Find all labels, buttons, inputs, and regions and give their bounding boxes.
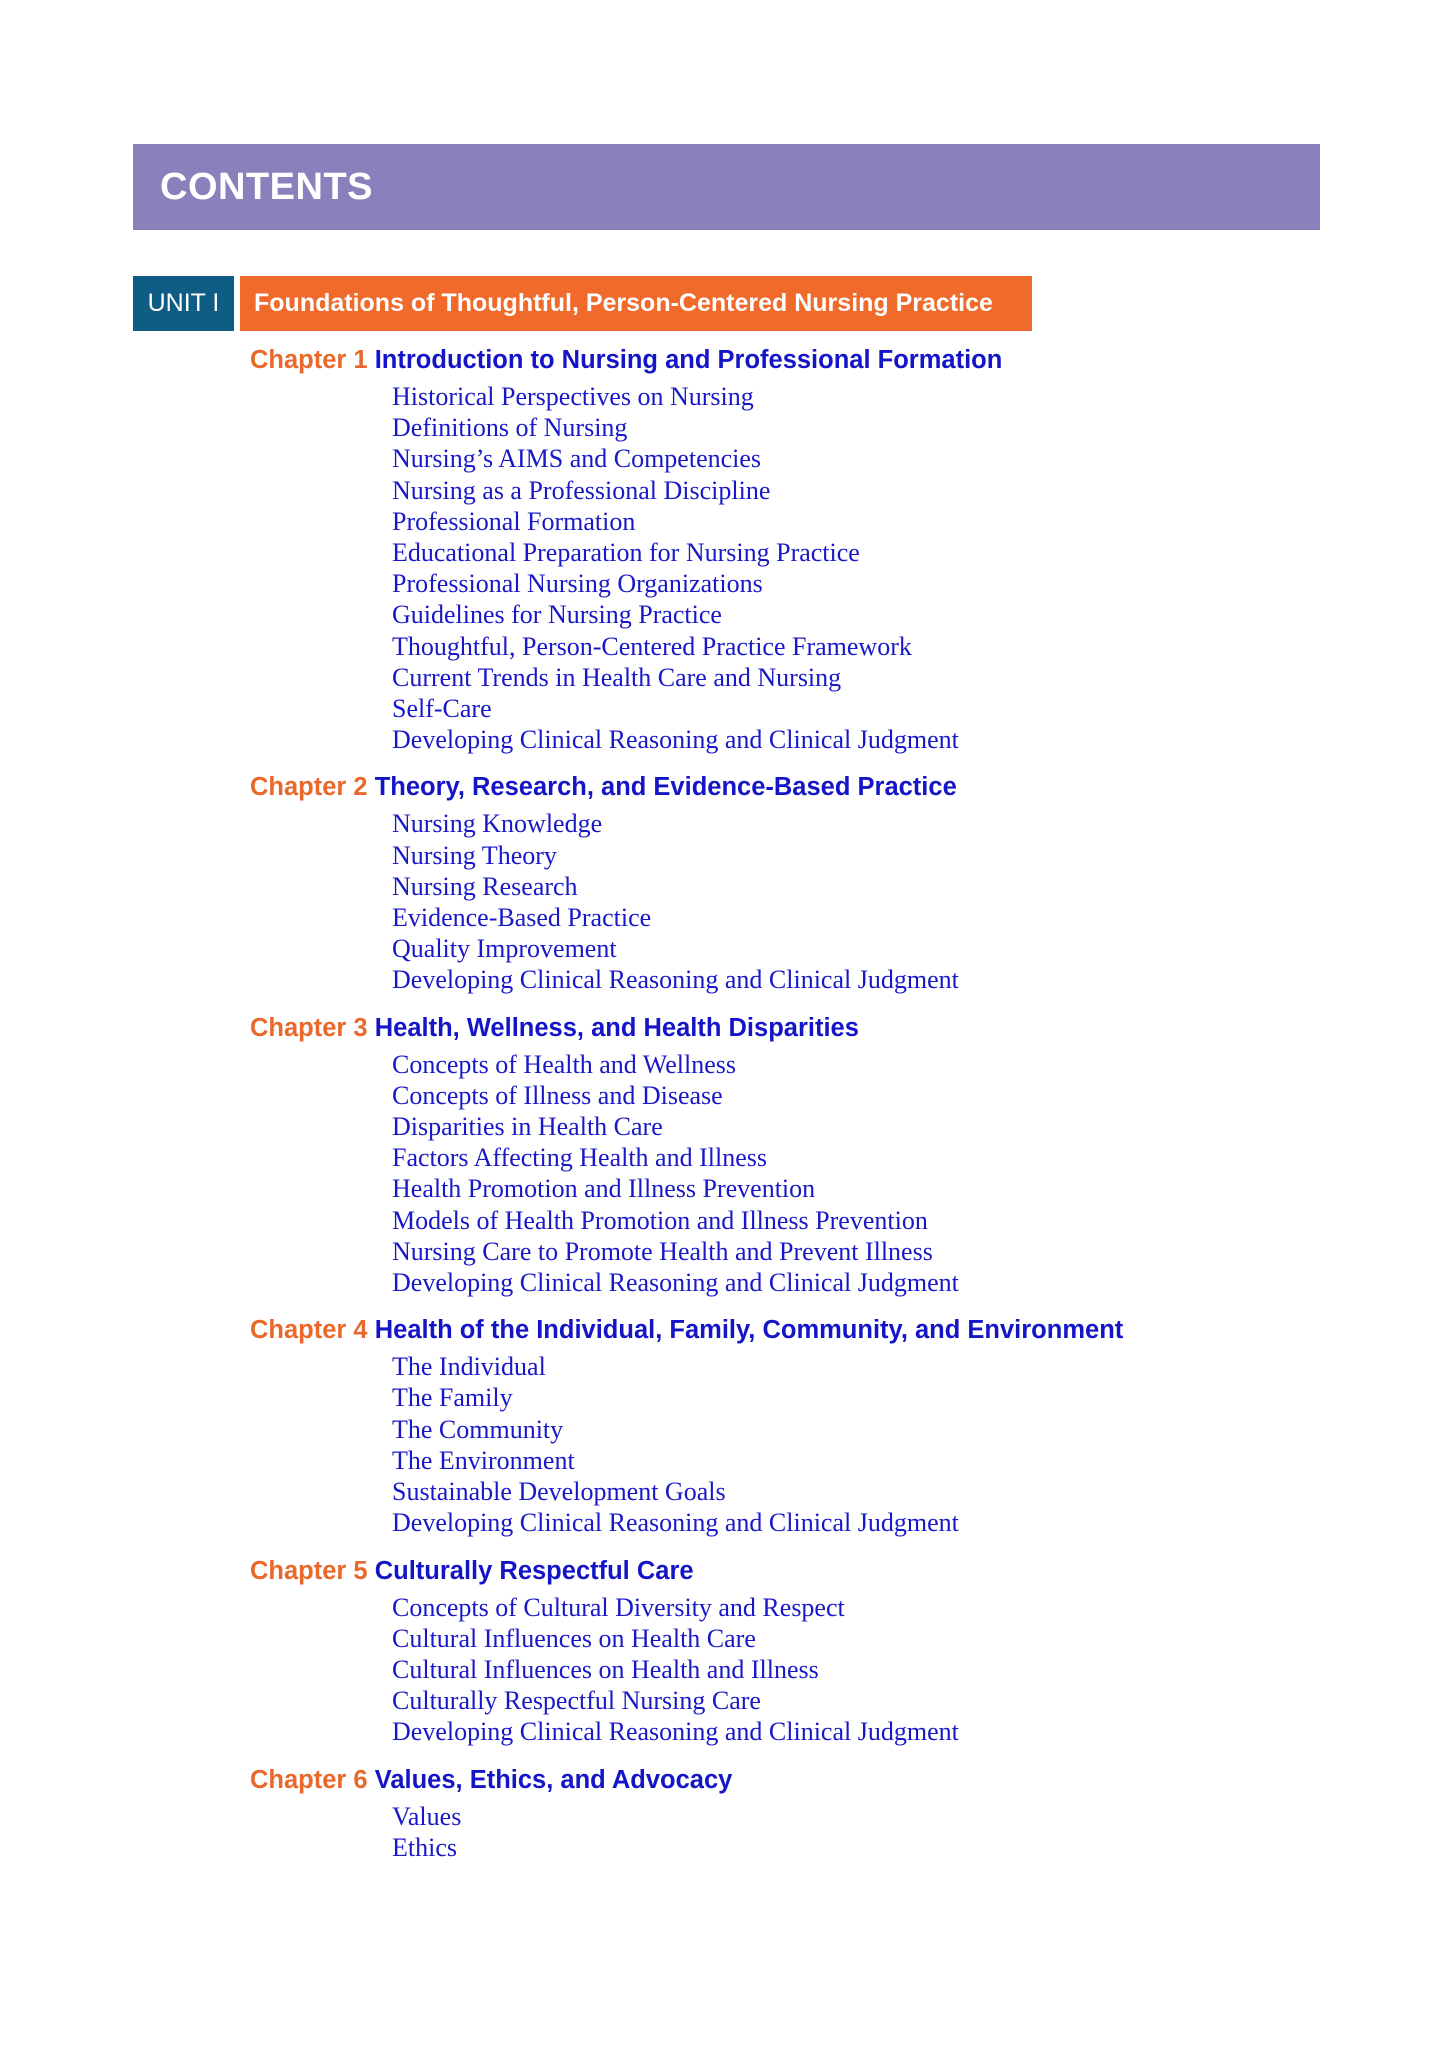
topic-link[interactable]: Guidelines for Nursing Practice <box>392 600 722 630</box>
topic-link[interactable]: Nursing Knowledge <box>392 809 603 839</box>
topic-link[interactable]: Concepts of Illness and Disease <box>392 1080 723 1110</box>
topic-link[interactable]: The Community <box>392 1414 564 1444</box>
topic-link[interactable]: Disparities in Health Care <box>392 1112 663 1142</box>
topic-link[interactable]: The Family <box>392 1383 513 1413</box>
topic-link[interactable]: Cultural Influences on Health Care <box>392 1623 756 1653</box>
topic-link[interactable]: Self-Care <box>392 694 492 724</box>
chapter-section <box>250 342 1310 755</box>
topic-link[interactable]: Historical Perspectives on Nursing <box>392 382 754 411</box>
chapter-title-link[interactable]: Health of the Individual, Family, Community, and Environment <box>374 1316 1124 1345</box>
topic-link[interactable]: Quality Improvement <box>392 934 617 964</box>
topic-link[interactable]: Values <box>392 1801 462 1831</box>
contents-banner <box>133 144 1320 230</box>
topic-link[interactable]: Developing Clinical Reasoning and Clinical Judgment <box>392 965 959 995</box>
topic-link[interactable]: The Individual <box>392 1352 546 1382</box>
chapter-heading[interactable] <box>250 1010 1310 1046</box>
topic-link[interactable]: Cultural Influences on Health and Illness <box>392 1654 819 1684</box>
page-title: CONTENTS <box>160 165 373 208</box>
chapter-title-link[interactable]: Culturally Respectful Care <box>374 1556 694 1585</box>
chapter-heading[interactable] <box>250 1762 1310 1798</box>
topic-link[interactable]: Thoughtful, Person-Centered Practice Framework <box>392 631 912 661</box>
topic-link[interactable]: Developing Clinical Reasoning and Clinical Judgment <box>392 1508 959 1538</box>
topic-list <box>392 1049 1310 1299</box>
chapter-section <box>250 1312 1310 1538</box>
chapter-section <box>250 1553 1310 1748</box>
chapter-heading[interactable] <box>250 342 1310 378</box>
topic-link[interactable]: Ethics <box>392 1832 457 1862</box>
topic-link[interactable]: Professional Nursing Organizations <box>392 569 763 599</box>
topic-link[interactable]: Evidence-Based Practice <box>392 903 652 933</box>
topic-link[interactable]: Developing Clinical Reasoning and Clinical Judgment <box>392 1268 959 1298</box>
table-of-contents <box>250 342 1310 1877</box>
chapter-number: Chapter 6 <box>250 1765 368 1794</box>
topic-link[interactable]: Developing Clinical Reasoning and Clinical Judgment <box>392 1717 959 1747</box>
topic-link[interactable]: Professional Formation <box>392 506 636 536</box>
topic-link[interactable]: Nursing Care to Promote Health and Prevent Illness <box>392 1236 933 1266</box>
chapter-heading[interactable] <box>250 1553 1310 1589</box>
chapter-number: Chapter 4 <box>250 1316 368 1345</box>
topic-list <box>392 381 1310 755</box>
chapter-title-link[interactable]: Values, Ethics, and Advocacy <box>374 1765 733 1794</box>
unit-header <box>133 276 1032 331</box>
topic-link[interactable]: Models of Health Promotion and Illness Prevention <box>392 1205 928 1235</box>
topic-link[interactable]: Educational Preparation for Nursing Practice <box>392 538 860 568</box>
topic-link[interactable]: Health Promotion and Illness Prevention <box>392 1174 816 1204</box>
chapter-section <box>250 1762 1310 1863</box>
topic-link[interactable]: Nursing Research <box>392 871 578 901</box>
chapter-section <box>250 1010 1310 1299</box>
topic-link[interactable]: Nursing Theory <box>392 840 557 870</box>
topic-link[interactable]: Developing Clinical Reasoning and Clinical Judgment <box>392 725 959 755</box>
chapter-heading[interactable] <box>250 769 1310 805</box>
unit-label: UNIT I <box>133 276 234 331</box>
topic-list <box>392 1592 1310 1748</box>
chapter-title-link[interactable]: Introduction to Nursing and Professional Formation <box>374 346 1003 374</box>
chapter-section <box>250 769 1310 995</box>
topic-link[interactable]: Culturally Respectful Nursing Care <box>392 1686 761 1716</box>
unit-title: Foundations of Thoughtful, Person-Centered Nursing Practice <box>240 276 1032 331</box>
chapter-number: Chapter 5 <box>250 1556 368 1585</box>
topic-list <box>392 808 1310 995</box>
topic-link[interactable]: Concepts of Health and Wellness <box>392 1049 737 1079</box>
topic-link[interactable]: The Environment <box>392 1445 575 1475</box>
chapter-number: Chapter 1 <box>250 346 368 374</box>
topic-link[interactable]: Nursing as a Professional Discipline <box>392 475 771 505</box>
chapter-heading[interactable] <box>250 1312 1310 1348</box>
topic-list <box>392 1351 1310 1538</box>
topic-link[interactable]: Nursing’s AIMS and Competencies <box>392 444 762 474</box>
topic-link[interactable]: Current Trends in Health Care and Nursing <box>392 662 842 692</box>
topic-link[interactable]: Factors Affecting Health and Illness <box>392 1143 767 1173</box>
chapter-number: Chapter 2 <box>250 773 368 802</box>
topic-list <box>392 1801 1310 1863</box>
topic-link[interactable]: Definitions of Nursing <box>392 413 628 443</box>
topic-link[interactable]: Sustainable Development Goals <box>392 1477 726 1507</box>
chapter-number: Chapter 3 <box>250 1013 368 1042</box>
chapter-title-link[interactable]: Health, Wellness, and Health Disparities <box>374 1013 859 1042</box>
topic-link[interactable]: Concepts of Cultural Diversity and Respect <box>392 1592 845 1622</box>
chapter-title-link[interactable]: Theory, Research, and Evidence-Based Practice <box>374 773 957 802</box>
